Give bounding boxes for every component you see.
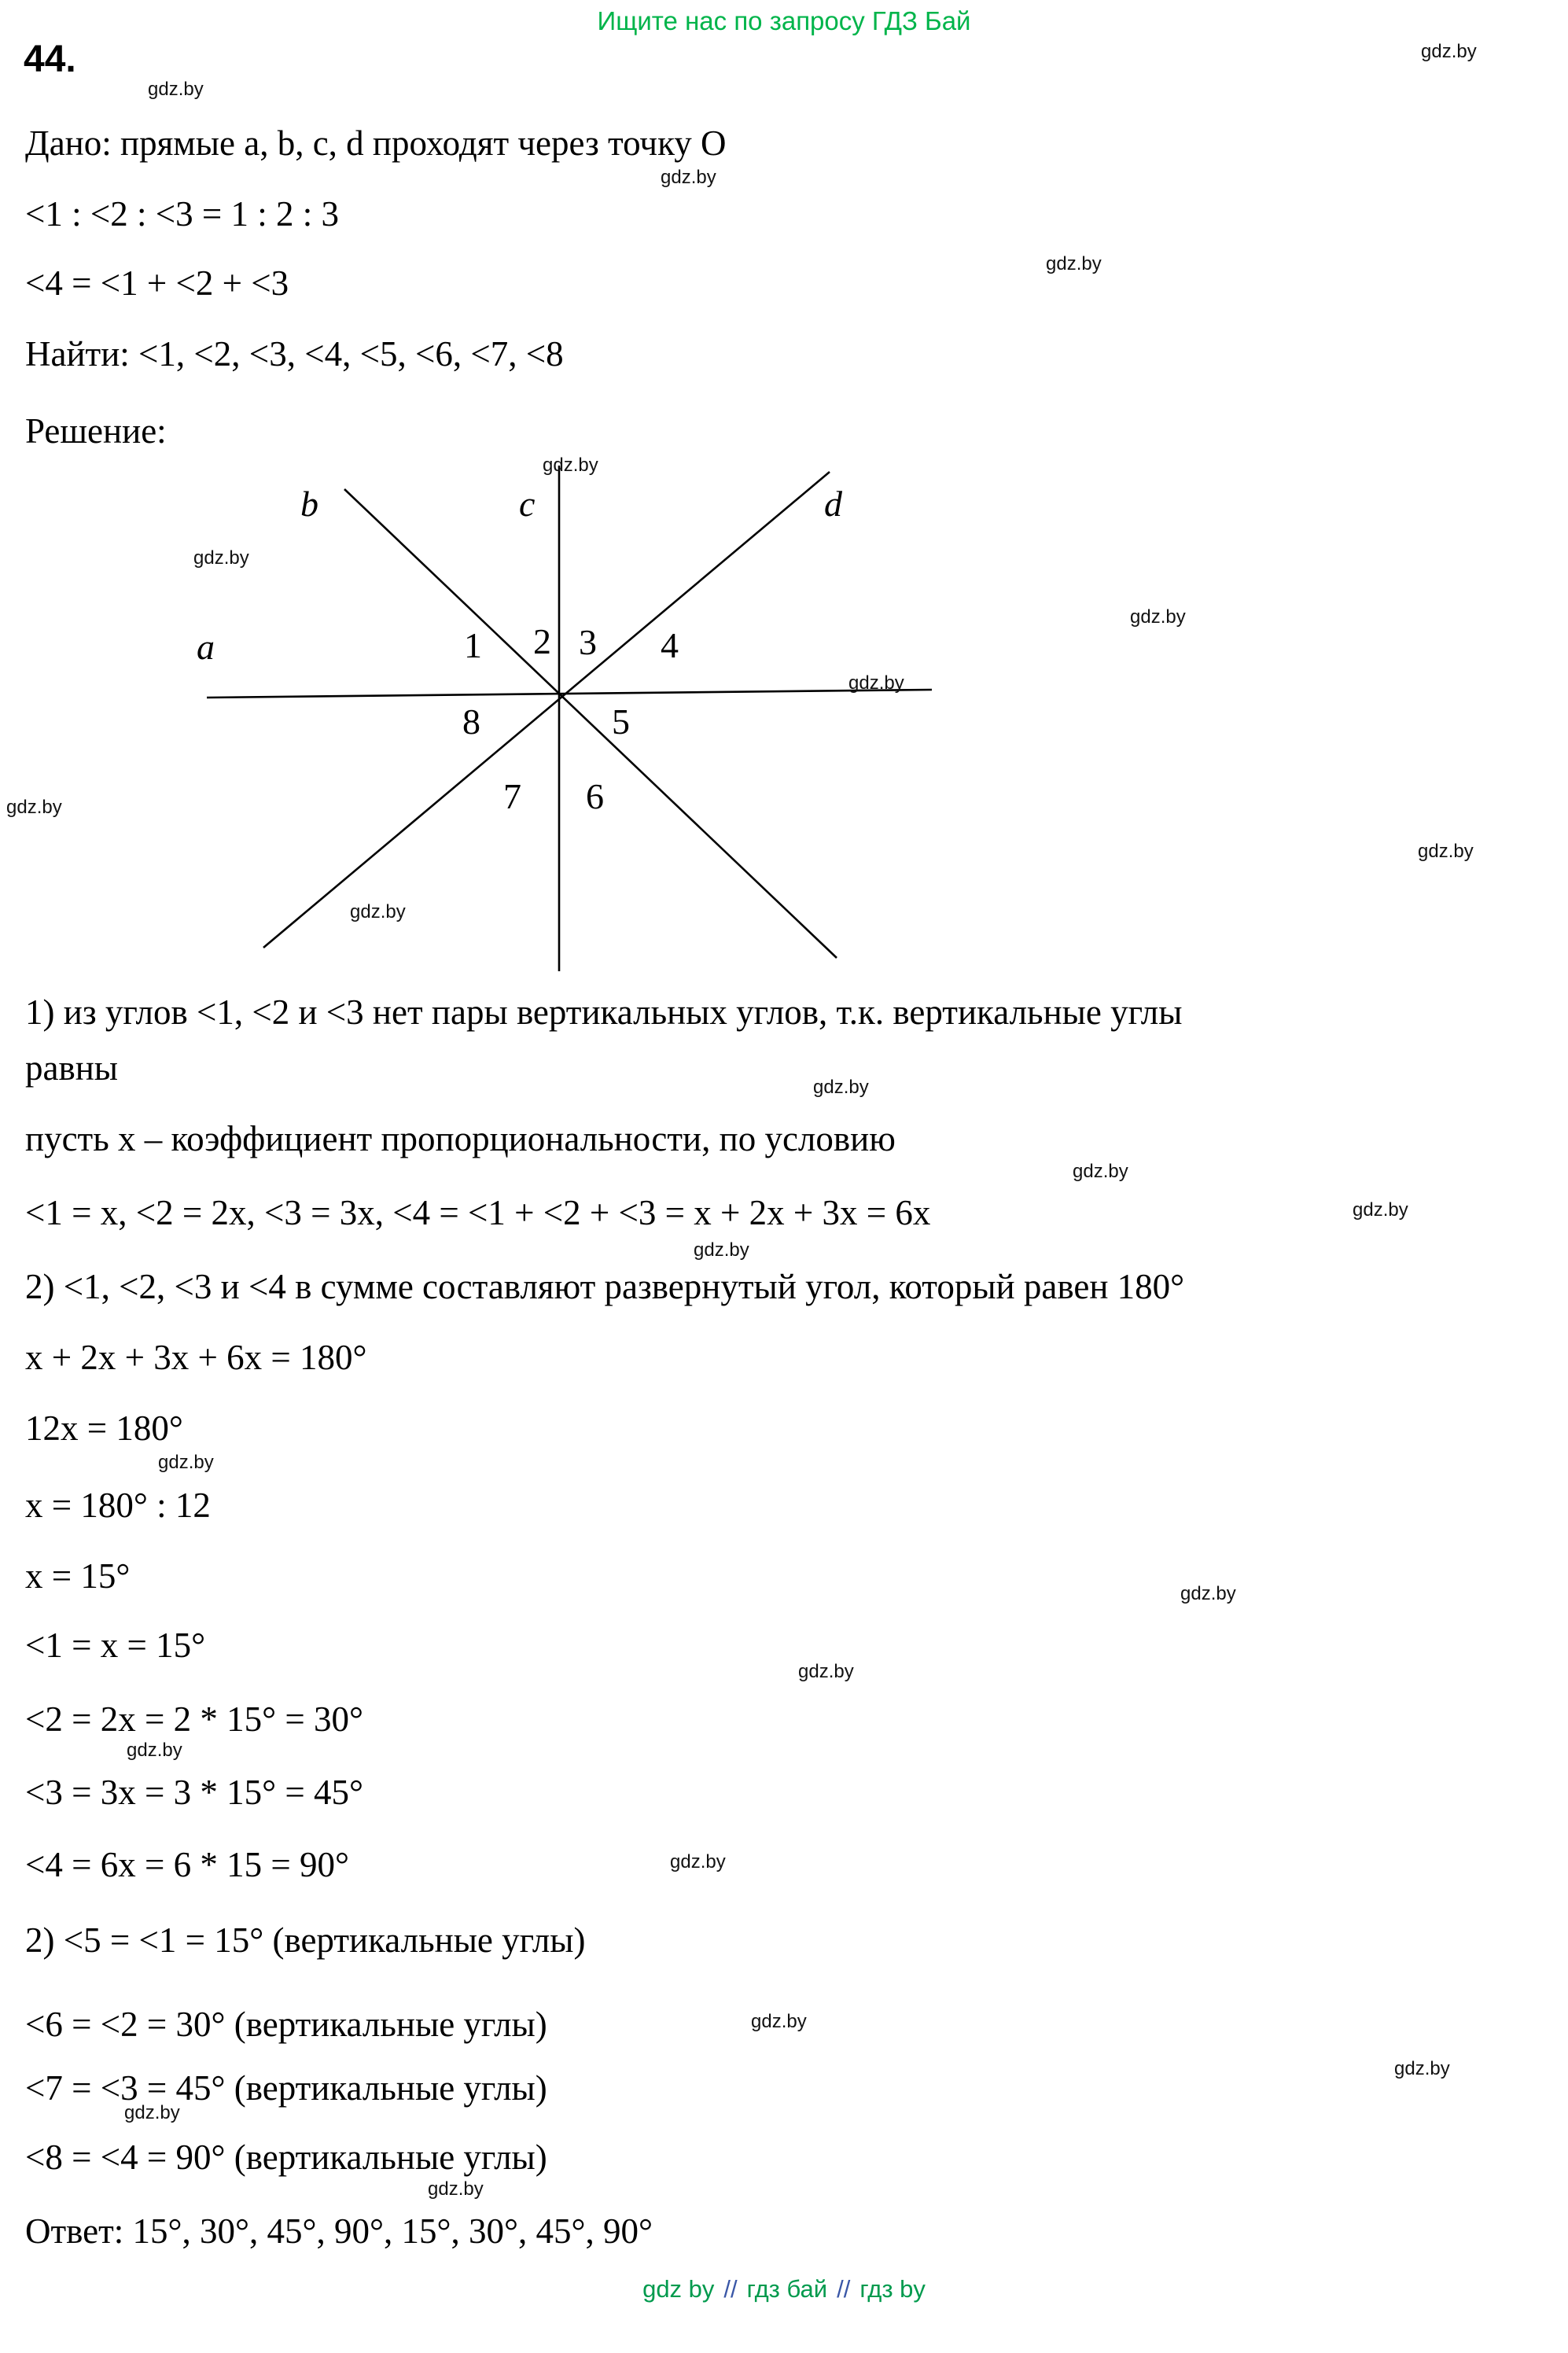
- watermark: gdz.by: [1046, 253, 1102, 274]
- line-angle3: <3 = 3x = 3 * 15° = 45°: [25, 1773, 364, 1812]
- line-angle6: <6 = <2 = 30° (вертикальные углы): [25, 2005, 547, 2044]
- watermark: gdz.by: [1073, 1161, 1128, 1182]
- line-step2: 2) <1, <2, <3 и <4 в сумме составляют развернутый угол, который равен 180°: [25, 1267, 1185, 1306]
- footer-separator: //: [723, 2275, 738, 2303]
- label-angle-2: 2: [533, 621, 551, 661]
- line-given: Дано: прямые a, b, c, d проходят через точку О: [25, 123, 727, 163]
- label-line-c: c: [519, 484, 536, 524]
- watermark: gdz.by: [193, 547, 249, 569]
- line-angle8: <8 = <4 = 90° (вертикальные углы): [25, 2138, 547, 2177]
- line-angle4: <4 = 6x = 6 * 15 = 90°: [25, 1845, 350, 1884]
- line-let-x: пусть x – коэффициент пропорциональности, по условию: [25, 1119, 896, 1158]
- line-step1a: 1) из углов <1, <2 и <3 нет пары вертикальных углов, т.к. вертикальные углы: [25, 992, 1183, 1032]
- watermark: gdz.by: [813, 1077, 869, 1098]
- geometry-diagram: [0, 440, 1022, 991]
- label-angle-6: 6: [586, 776, 604, 816]
- promo-banner: Ищите нас по запросу ГДЗ Бай: [597, 6, 971, 35]
- footer: [0, 2275, 1568, 2303]
- watermark: gdz.by: [1394, 2058, 1450, 2079]
- line-angle2: <2 = 2x = 2 * 15° = 30°: [25, 1699, 364, 1739]
- watermark: gdz.by: [1353, 1199, 1408, 1221]
- watermark: gdz.by: [751, 2011, 807, 2032]
- label-angle-1: 1: [464, 625, 482, 665]
- watermark: gdz.by: [798, 1661, 854, 1682]
- line-angle5: 2) <5 = <1 = 15° (вертикальные углы): [25, 1920, 586, 1960]
- watermark: gdz.by: [661, 167, 716, 188]
- line-angle1: <1 = x = 15°: [25, 1626, 206, 1665]
- watermark: gdz.by: [543, 455, 598, 476]
- footer-gdz-by-2: гдз by: [859, 2275, 926, 2303]
- line-x-division: x = 180° : 12: [25, 1486, 211, 1525]
- watermark: gdz.by: [127, 1740, 182, 1761]
- watermark: gdz.by: [1180, 1583, 1236, 1604]
- footer-separator: //: [837, 2275, 851, 2303]
- footer-gdz-by-1: gdz by: [642, 2275, 715, 2303]
- footer-gdz-bai: гдз бай: [746, 2275, 828, 2303]
- label-angle-8: 8: [462, 701, 480, 742]
- watermark: gdz.by: [694, 1239, 749, 1261]
- line-ratio: <1 : <2 : <3 = 1 : 2 : 3: [25, 194, 340, 234]
- watermark: gdz.by: [848, 672, 904, 694]
- label-angle-7: 7: [503, 776, 521, 816]
- line-x-value: x = 15°: [25, 1556, 131, 1596]
- line-angle7: <7 = <3 = 45° (вертикальные углы): [25, 2068, 547, 2108]
- line-angle4-sum: <4 = <1 + <2 + <3: [25, 263, 289, 303]
- label-line-d: d: [824, 484, 842, 524]
- line-solution: Решение:: [25, 411, 167, 451]
- watermark: gdz.by: [428, 2178, 484, 2200]
- watermark: gdz.by: [1130, 606, 1186, 628]
- watermark: gdz.by: [1421, 41, 1477, 62]
- line-answer: Ответ: 15°, 30°, 45°, 90°, 15°, 30°, 45°, 90°: [25, 2211, 653, 2251]
- watermark: gdz.by: [670, 1851, 726, 1872]
- label-angle-3: 3: [579, 622, 597, 662]
- line-expressions: <1 = x, <2 = 2x, <3 = 3x, <4 = <1 + <2 + <3 = x + 2x + 3x = 6x: [25, 1193, 931, 1232]
- problem-number: 44.: [24, 39, 76, 80]
- watermark: gdz.by: [1418, 841, 1474, 862]
- label-line-a: a: [197, 627, 215, 667]
- line-b: [344, 489, 837, 958]
- line-find: Найти: <1, <2, <3, <4, <5, <6, <7, <8: [25, 334, 564, 374]
- label-angle-5: 5: [612, 701, 630, 742]
- label-line-b: b: [300, 484, 318, 524]
- watermark: gdz.by: [350, 901, 406, 922]
- watermark: gdz.by: [6, 797, 62, 818]
- line-12x: 12x = 180°: [25, 1408, 183, 1448]
- watermark: gdz.by: [124, 2102, 180, 2123]
- line-d: [263, 472, 830, 948]
- watermark: gdz.by: [148, 79, 204, 100]
- line-equation: x + 2x + 3x + 6x = 180°: [25, 1338, 367, 1377]
- watermark: gdz.by: [158, 1452, 214, 1473]
- line-step1b: равны: [25, 1048, 119, 1088]
- label-angle-4: 4: [661, 625, 679, 665]
